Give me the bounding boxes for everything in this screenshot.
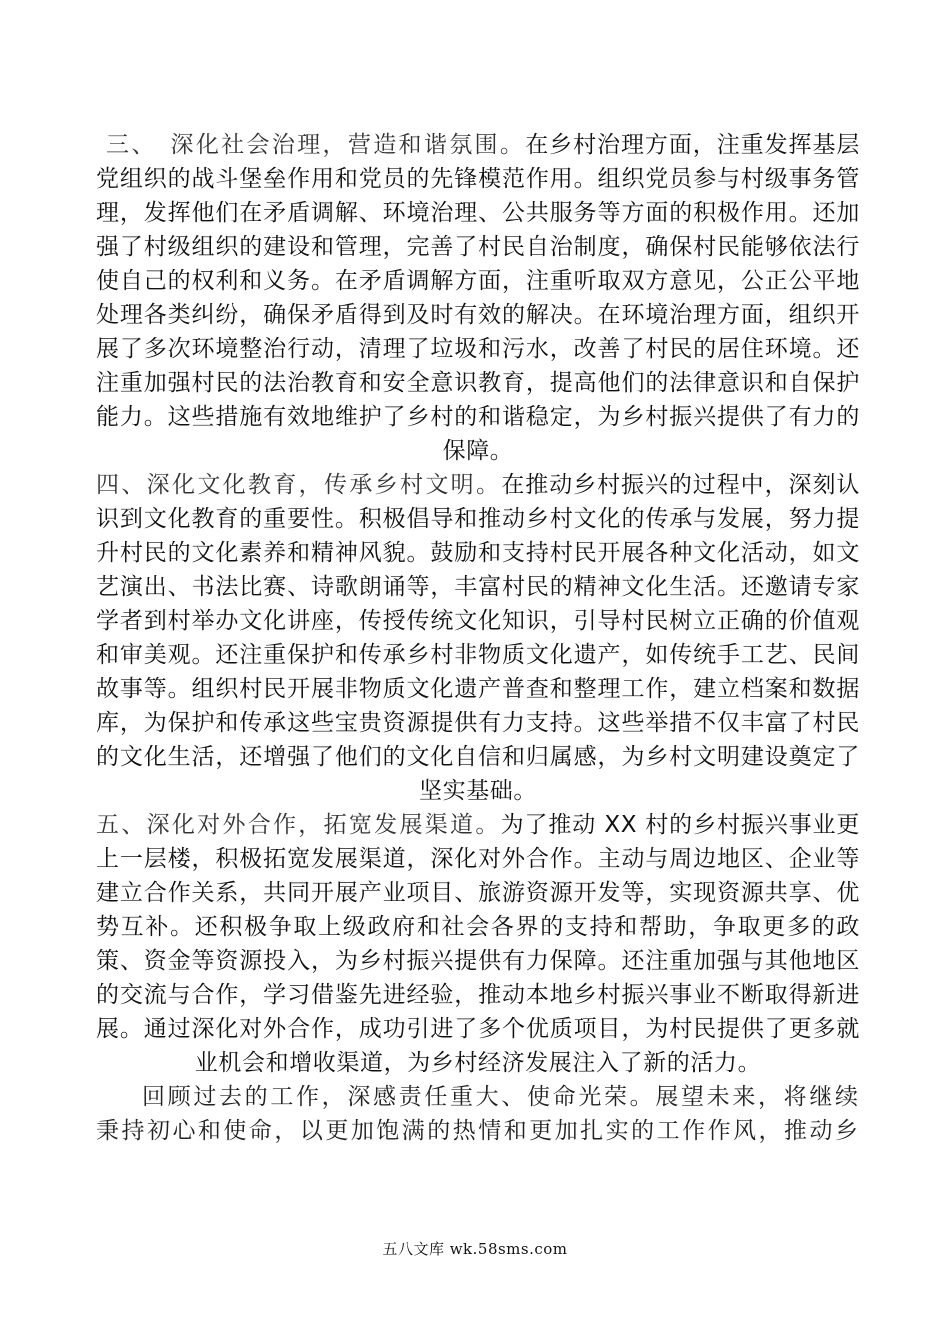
- section-heading: 五、深化对外合作，拓宽发展渠道。: [96, 812, 501, 838]
- page-footer-watermark: 五八文库 wk.58sms.com: [382, 1240, 568, 1258]
- paragraph-culture-education: [96, 468, 860, 808]
- section-heading: 四、深化文化教育，传承乡村文明。: [96, 472, 502, 498]
- paragraph-text: 在乡村治理方面，注重发挥基层党组织的战斗堡垒作用和党员的先锋模范作用。组织党员参与村级事务管理，发挥他们在矛盾调解、环境治理、公共服务等方面的积极作用。还加强了村级组织的建设和管理，完善了村民自治制度，确保村民能够依法行使自己的权利和义务。在矛盾调解方面，注重听取双方意见，公正公平地处理各类纠纷，确保矛盾得到及时有效的解决。在环境治理方面，组织开展了多次环境整治行动，清理了垃圾和污水，改善了村民的居住环境。还注重加强村民的法治教育和安全意识教育，提高他们的法律意识和自保护能力。这些措施有效地维护了乡村的和谐稳定，为乡村振兴提供了有力的保障。: [96, 132, 861, 464]
- section-heading: 三、 深化社会治理，营造和谐氛围。: [106, 132, 526, 158]
- paragraph-closing: 回顾过去的工作，深感责任重大、使命光荣。展望未来，将继续秉持初心和使命，以更加饱满的热情和更加扎实的工作作风，推动乡: [96, 1084, 860, 1144]
- document-body: [96, 128, 860, 1148]
- paragraph-text: 为了推动 XX 村的乡村振兴事业更上一层楼，积极拓宽发展渠道，深化对外合作。主动与周边地区、企业等建立合作关系，共同开展产业项目、旅游资源开发等，实现资源共享、优势互补。还积极争取上级政府和社会各界的支持和帮助，争取更多的政策、资金等资源投入，为乡村振兴提供有力保障。还注重加强与其他地区的交流与合作，学习借鉴先进经验，推动本地乡村振兴事业不断取得新进展。通过深化对外合作，成功引进了多个优质项目，为村民提供了更多就业机会和增收渠道，为乡村经济发展注入了新的活力。: [96, 812, 860, 1076]
- paragraph-social-governance: [96, 128, 860, 468]
- paragraph-external-cooperation: [96, 808, 860, 1080]
- paragraph-text: 在推动乡村振兴的过程中，深刻认识到文化教育的重要性。积极倡导和推动乡村文化的传承与发展，努力提升村民的文化素养和精神风貌。鼓励和支持村民开展各种文化活动，如文艺演出、书法比赛、诗歌朗诵等，丰富村民的精神文化生活。还邀请专家学者到村举办文化讲座，传授传统文化知识，引导村民树立正确的价值观和审美观。还注重保护和传承乡村非物质文化遗产，如传统手工艺、民间故事等。组织村民开展非物质文化遗产普查和整理工作，建立档案和数据库，为保护和传承这些宝贵资源提供有力支持。这些举措不仅丰富了村民的文化生活，还增强了他们的文化自信和归属感，为乡村文明建设奠定了坚实基础。: [96, 472, 861, 804]
